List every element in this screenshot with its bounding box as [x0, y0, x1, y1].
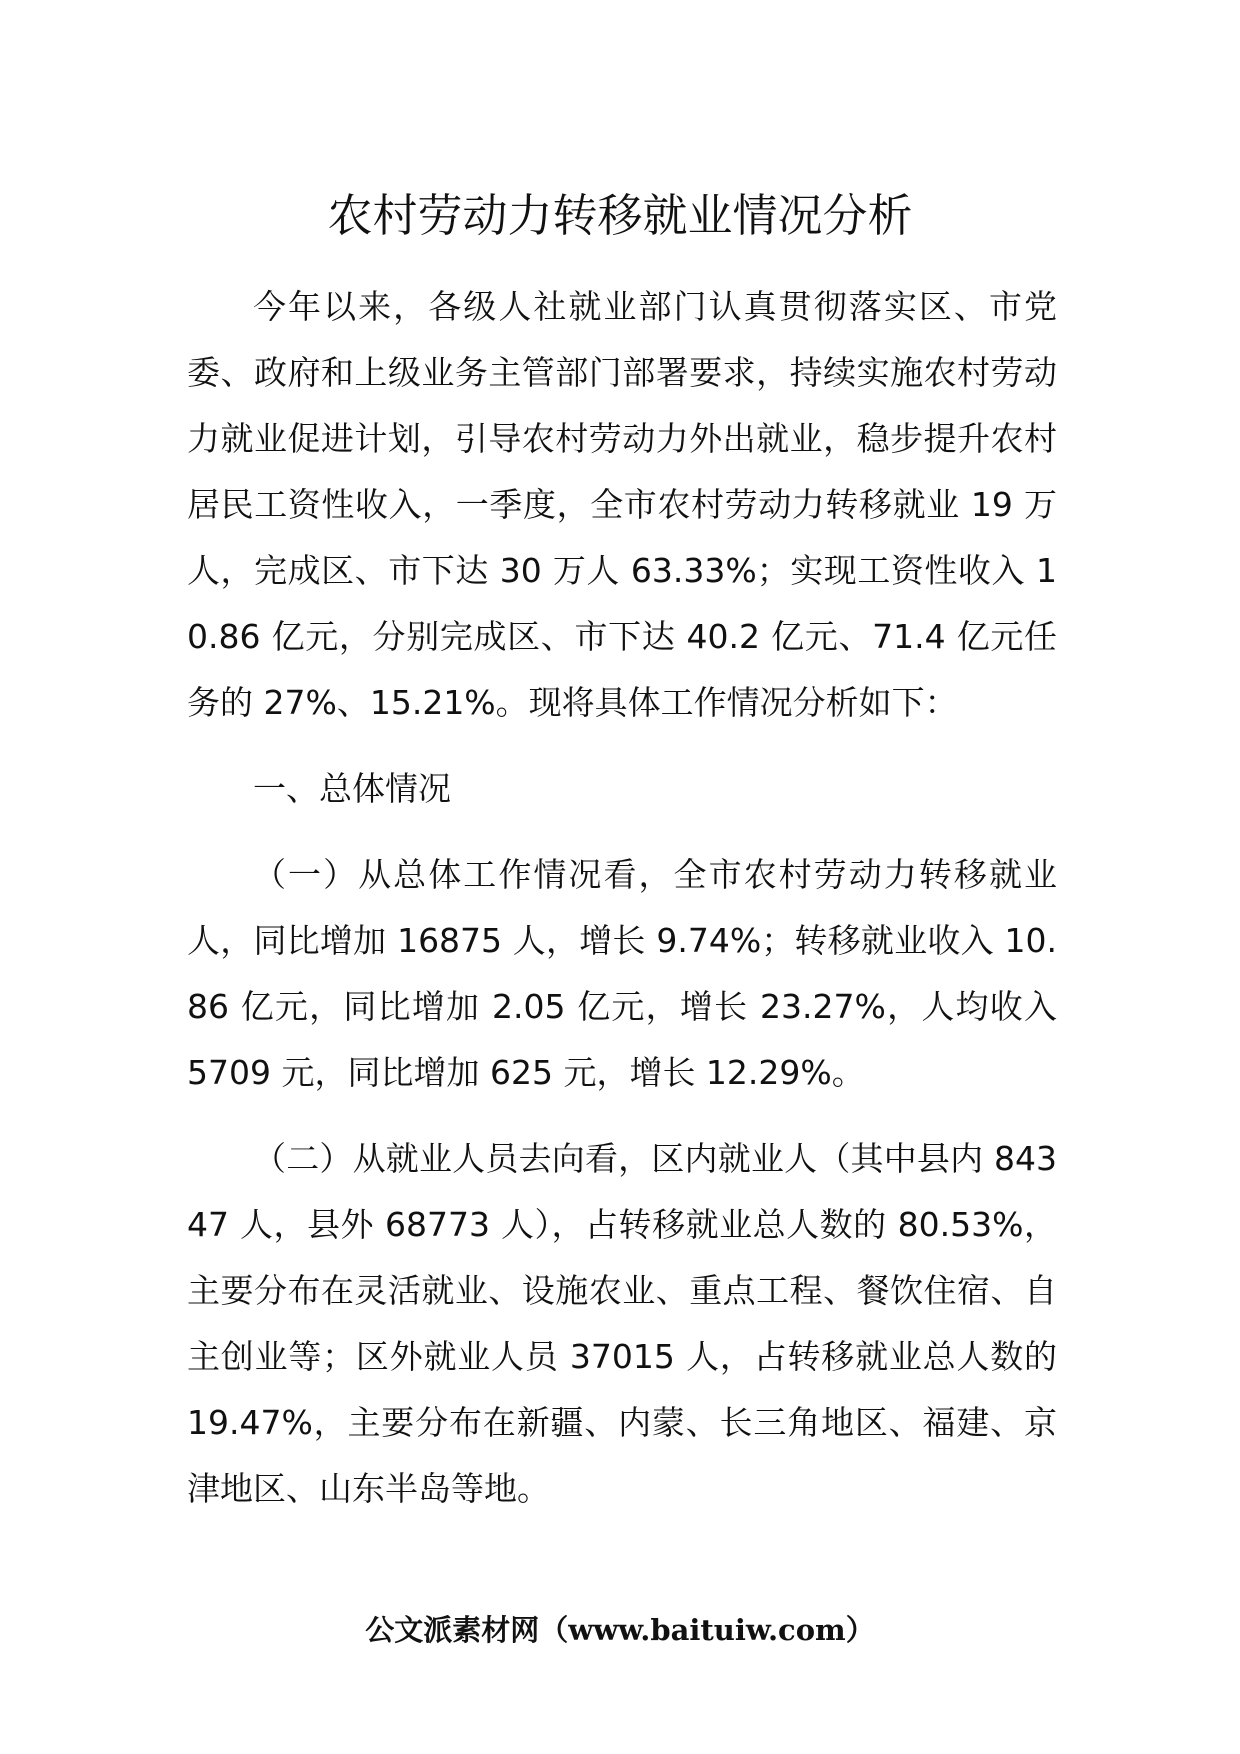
- intro-paragraph: 今年以来，各级人社就业部门认真贯彻落实区、市党委、政府和上级业务主管部门部署要求，持续实施农村劳动力就业促进计划，引导农村劳动力外出就业，稳步提升农村居民工资性收入，一季度，全市农村劳动力转移就业 19 万人，完成区、市下达 30 万人 63.33%；实现工资性收入 10.86 亿元，分别完成区、市下达 40.2 亿元、71.4 亿元任务的 27%、15.21%。现将具体工作情况分析如下：: [187, 287, 1057, 722]
- section-heading: 一、总体情况: [253, 769, 451, 808]
- source-watermark-footer: 公文派素材网（www.baituiw.com）: [365, 1613, 875, 1647]
- item-two-paragraph: （二）从就业人员去向看，区内就业人（其中县内 84347 人，县外 68773 人），占转移就业总人数的 80.53%，主要分布在灵活就业、设施农业、重点工程、餐饮住宿、自主创业等；区外就业人员 37015 人，占转移就业总人数的 19.47%，主要分布在新疆、内蒙、长三角地区、福建、京津地区、山东半岛等地。: [187, 1139, 1057, 1508]
- document-body: [187, 274, 1057, 1522]
- item-one-paragraph: （一）从总体工作情况看，全市农村劳动力转移就业人，同比增加 16875 人，增长 9.74%；转移就业收入 10.86 亿元，同比增加 2.05 亿元，增长 23.27%，人均收入 5709 元，同比增加 625 元，增长 12.29%。: [187, 855, 1057, 1092]
- document-title: 农村劳动力转移就业情况分析: [327, 189, 913, 242]
